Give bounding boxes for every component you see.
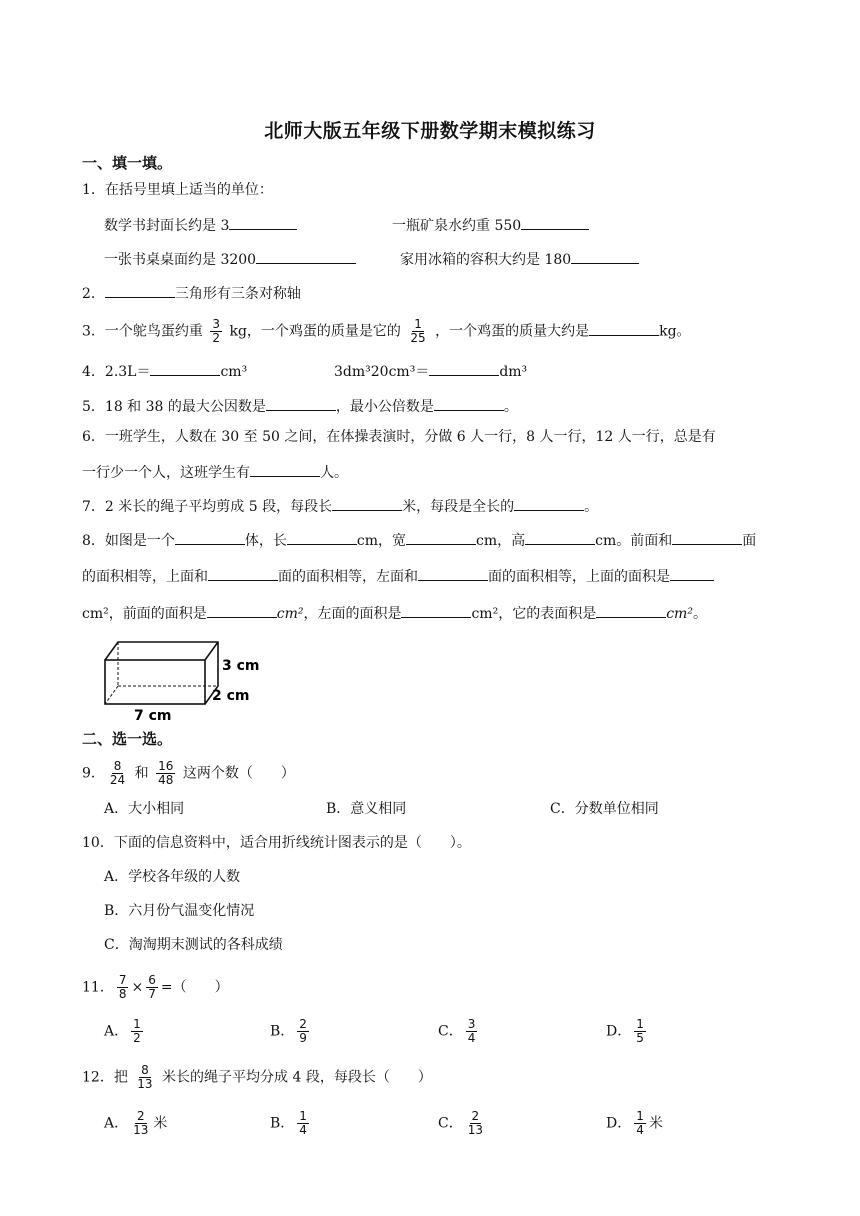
- question-6-line1: 6．一班学生，人数在 30 至 50 之间，在体操表演时，分做 6 人一行，8 人一行，12 人一行，总是有: [82, 429, 716, 445]
- section-heading-choose: 二、选一选。: [82, 730, 173, 748]
- q8-text: ，左面的面积是: [303, 606, 402, 622]
- answer-blank[interactable]: [229, 214, 297, 230]
- answer-blank[interactable]: [571, 248, 639, 264]
- page-title: 北师大版五年级下册数学期末模拟练习: [264, 120, 596, 142]
- q8-text: 。: [692, 606, 707, 622]
- option-d[interactable]: D． $\frac{1}{5}$: [606, 1017, 644, 1045]
- q8-text: 的面积相等，上面和: [82, 569, 208, 585]
- unit-label: cm²: [276, 606, 304, 622]
- answer-blank[interactable]: [175, 529, 245, 545]
- q8-text: cm²，它的表面积是: [471, 606, 597, 622]
- option-a[interactable]: A．大小相同: [104, 801, 185, 817]
- question-number: 9．: [82, 765, 105, 782]
- question-number: 2．: [82, 286, 105, 302]
- width-label: 2 cm: [212, 688, 250, 704]
- q12-text-post: 米长的绳子平均分成 4 段，每段长（ ）: [162, 1069, 432, 1086]
- question-6-line2: [82, 461, 348, 483]
- q12-text: 12．把: [82, 1069, 128, 1086]
- question-11: [82, 974, 229, 1001]
- unit-label: kg。: [659, 323, 691, 340]
- q8-text: 体，长: [244, 533, 287, 549]
- answer-blank[interactable]: [287, 529, 357, 545]
- q8-text: cm。前面和: [595, 533, 673, 549]
- fraction-16-48: $\frac{16}{48}$: [158, 759, 174, 787]
- q8-text: cm，高: [476, 533, 526, 549]
- question-10-stem: 10．下面的信息资料中，适合用折线统计图表示的是（ ）。: [82, 835, 471, 851]
- answer-blank[interactable]: [589, 320, 659, 336]
- option-c[interactable]: C．淘淘期末测试的各科成绩: [104, 937, 283, 953]
- question-9: [82, 760, 295, 787]
- q8-text: 面的面积相等，上面的面积是: [488, 569, 670, 585]
- question-5-text-mid: ，最小公倍数是: [335, 399, 434, 415]
- answer-blank[interactable]: [266, 395, 336, 411]
- height-label: 3 cm: [222, 658, 260, 674]
- question-1d-text: 家用冰箱的容积大约是 180: [400, 252, 572, 268]
- option-b[interactable]: B．意义相同: [326, 801, 407, 817]
- answer-blank[interactable]: [670, 565, 714, 581]
- answer-blank[interactable]: [429, 360, 499, 376]
- question-1-stem: 1．在括号里填上适当的单位：: [82, 182, 273, 198]
- unit-label: cm²: [666, 606, 693, 622]
- times-sign: ×: [131, 979, 144, 996]
- question-2-text: 三角形有三条对称轴: [174, 286, 301, 302]
- question-1b-text: 一瓶矿泉水约重 550: [392, 218, 522, 234]
- q11-text: =（ ）: [160, 979, 229, 996]
- question-7-text-mid: 米，每段是全长的: [402, 499, 515, 515]
- answer-blank[interactable]: [434, 395, 504, 411]
- option-a[interactable]: A．学校各年级的人数: [104, 869, 241, 885]
- question-3: [82, 318, 691, 345]
- question-7-text: 7．2 米长的绳子平均剪成 5 段，每段长: [82, 499, 333, 515]
- answer-blank[interactable]: [672, 529, 742, 545]
- section-heading-fill: 一、填一填。: [82, 154, 173, 172]
- option-b[interactable]: B．六月份气温变化情况: [104, 903, 255, 919]
- q8-text: 8．如图是一个: [82, 533, 175, 549]
- question-3-text-post: ，一个鸡蛋的质量大约是: [435, 323, 590, 340]
- fraction-8-24: $\frac{8}{24}$: [109, 759, 126, 787]
- answer-blank[interactable]: [250, 461, 320, 477]
- option-a[interactable]: A． $\frac{1}{2}$: [104, 1017, 141, 1045]
- option-c[interactable]: C． $\frac{2}{13}$: [438, 1109, 483, 1137]
- question-7-text-end: 。: [584, 499, 599, 515]
- question-2: [82, 282, 301, 304]
- fraction-8-13: $\frac{8}{13}$: [137, 1063, 153, 1091]
- q8-text: 面的面积相等，左面和: [278, 569, 418, 585]
- question-number: 11．: [82, 979, 114, 996]
- question-4b: [334, 360, 527, 382]
- option-c[interactable]: C．分数单位相同: [550, 801, 659, 817]
- question-7: [82, 495, 598, 517]
- answer-blank[interactable]: [150, 360, 220, 376]
- answer-blank[interactable]: [208, 565, 278, 581]
- question-4b-text: 3dm³20cm³＝: [334, 364, 430, 380]
- question-1c: [104, 248, 356, 270]
- fraction-3-2: $\frac{3}{2}$: [212, 317, 221, 345]
- answer-blank[interactable]: [521, 214, 589, 230]
- q9-text: 这两个数（ ）: [182, 765, 295, 782]
- q8-text: cm²，前面的面积是: [82, 606, 207, 622]
- question-1a-text: 数学书封面长约是 3: [104, 218, 230, 234]
- question-3-text: 3．一个鸵鸟蛋约重: [82, 323, 203, 340]
- question-5-text-end: 。: [503, 399, 518, 415]
- answer-blank[interactable]: [332, 495, 402, 511]
- option-b[interactable]: B． $\frac{1}{4}$: [270, 1109, 307, 1137]
- question-5-text: 5．18 和 38 的最大公因数是: [82, 399, 266, 415]
- answer-blank[interactable]: [418, 565, 488, 581]
- q9-text: 和: [134, 765, 149, 782]
- question-1d: [400, 248, 639, 270]
- question-1b: [392, 214, 589, 236]
- answer-blank[interactable]: [207, 602, 277, 618]
- answer-blank[interactable]: [514, 495, 584, 511]
- answer-blank[interactable]: [525, 529, 595, 545]
- option-a[interactable]: A． $\frac{2}{13}$ 米: [104, 1109, 168, 1137]
- fraction-7-8: $\frac{7}{8}$: [118, 973, 127, 1001]
- answer-blank[interactable]: [105, 282, 175, 298]
- fraction-1-25: $\frac{1}{25}$: [410, 317, 426, 345]
- cuboid-figure: [100, 636, 270, 726]
- fraction-6-7: $\frac{6}{7}$: [148, 973, 156, 1001]
- question-8-line1: [82, 529, 756, 551]
- question-6-text: 一行少一个人，这班学生有: [82, 465, 250, 481]
- question-8-line3: [82, 602, 707, 624]
- option-d[interactable]: D． $\frac{1}{4}$ 米: [606, 1109, 663, 1137]
- answer-blank[interactable]: [406, 529, 476, 545]
- question-4a-text: 4．2.3L＝: [82, 364, 151, 380]
- question-6-text-end: 人。: [320, 465, 348, 481]
- question-3-text-mid: kg，一个鸡蛋的质量是它的: [229, 323, 401, 340]
- question-5: [82, 395, 518, 417]
- question-12: [82, 1064, 432, 1091]
- option-c[interactable]: C． $\frac{3}{4}$: [438, 1017, 476, 1045]
- unit-label: cm³: [220, 364, 248, 380]
- unit-label: dm³: [499, 364, 528, 380]
- question-8-line2: [82, 565, 714, 587]
- q8-text: cm，宽: [356, 533, 407, 549]
- question-1c-text: 一张书桌桌面约是 3200: [104, 252, 257, 268]
- question-4a: [82, 360, 247, 382]
- answer-blank[interactable]: [596, 602, 666, 618]
- answer-blank[interactable]: [401, 602, 471, 618]
- question-1a: [104, 214, 297, 236]
- q8-text: 面: [742, 533, 757, 549]
- option-b[interactable]: B． $\frac{2}{9}$: [270, 1017, 307, 1045]
- answer-blank[interactable]: [256, 248, 356, 264]
- length-label: 7 cm: [134, 708, 172, 724]
